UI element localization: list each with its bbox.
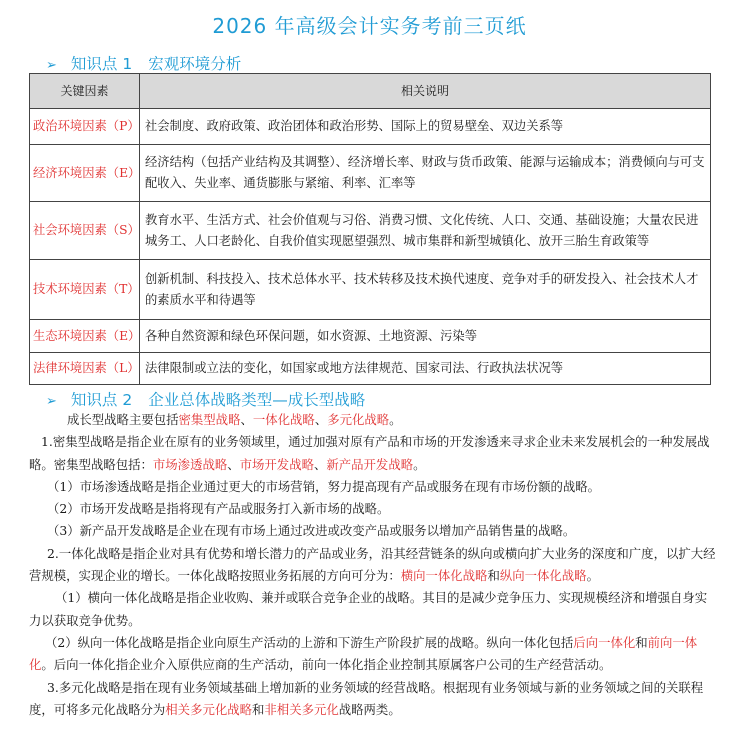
factor-cell: 法律环境因素（L） <box>30 353 140 385</box>
paragraph-vertical: （2）纵向一体化战略是指企业向原生产活动的上游和下游生产阶段扩展的战略。纵向一体化包括后向一体化和前向一体化。后向一体化指企业介入原供应商的生产活动，前向一体化指企业控制其原属客户公司的生产经营活动。 <box>29 634 698 673</box>
column-header-description: 相关说明 <box>140 74 711 109</box>
paragraph-integration: 2.一体化战略是指企业对具有优势和增长潜力的产品或业务，沿其经营链条的纵向或横向扩大业务的深度和广度，以扩大经营规模，实现企业的增长。一体化战略按照业务拓展的方向可分为：横向一体化战略和纵向一体化战略。 <box>29 545 716 584</box>
paragraph-intro: 成长型战略主要包括密集型战略、一体化战略、多元化战略。 <box>67 412 402 427</box>
factor-cell: 技术环境因素（T） <box>30 260 140 320</box>
paragraph-intensive: 1.密集型战略是指企业在原有的业务领域里，通过加强对原有产品和市场的开发渗透来寻求企业未来发展机会的一种发展战略。密集型战略包括：市场渗透战略、市场开发战略、新产品开发战略。 <box>29 434 710 472</box>
paragraph-diversification: 3.多元化战略是指在现有业务领域基础上增加新的业务领域的经营战略。根据现有业务领域与新的业务领域之间的关联程度，可将多元化战略分为相关多元化战略和非相关多元化战略两类。 <box>29 679 704 717</box>
macro-environment-table <box>29 73 711 385</box>
section-heading-2 <box>46 388 365 410</box>
highlight: 非相关多元化 <box>264 701 339 717</box>
table-row <box>30 260 711 320</box>
factor-cell: 社会环境因素（S） <box>30 202 140 260</box>
highlight: 一体化战略 <box>252 412 315 427</box>
paragraph-horizontal: （1）横向一体化战略是指企业收购、兼并或联合竞争企业的战略。其目的是减少竞争压力、实现规模经济和增强自身实力以获取竞争优势。 <box>29 590 708 628</box>
factor-cell: 政治环境因素（P） <box>30 109 140 145</box>
page-title: 2026 年高级会计实务考前三页纸 <box>212 14 527 38</box>
table-row <box>30 320 711 353</box>
section-name: 宏观环境分析 <box>148 55 242 73</box>
table-row <box>30 109 711 145</box>
table-row <box>30 202 711 260</box>
table-row <box>30 353 711 385</box>
description-cell: 经济结构（包括产业结构及其调整）、经济增长率、财政与货币政策、能源与运输成本；消费倾向与可支配收入、失业率、通货膨胀与紧缩、利率、汇率等 <box>140 145 711 202</box>
arrow-bullet-icon: ➢ <box>46 58 57 73</box>
factor-cell: 经济环境因素（E） <box>30 145 140 202</box>
highlight: 新产品开发战略 <box>326 456 414 472</box>
table-row <box>30 145 711 202</box>
factor-cell: 生态环境因素（E） <box>30 320 140 353</box>
highlight: 密集型战略 <box>178 412 241 427</box>
description-cell: 教育水平、生活方式、社会价值观与习俗、消费习惯、文化传统、人口、交通、基础设施；大量农民进城务工、人口老龄化、自我价值实现愿望强烈、城市集群和新型城镇化、放开三胎生育政策等 <box>140 202 711 260</box>
description-cell: 创新机制、科技投入、技术总体水平、技术转移及技术换代速度、竞争对手的研发投入、社会技术人才的素质水平和待遇等 <box>140 260 711 320</box>
section-heading-1 <box>46 52 241 74</box>
column-header-factor: 关键因素 <box>30 74 140 109</box>
highlight: 相关多元化战略 <box>165 701 253 717</box>
paragraph-market-development: （2）市场开发战略是指将现有产品或服务打入新市场的战略。 <box>47 501 390 517</box>
table-header-row <box>30 74 711 109</box>
growth-strategy-body <box>29 409 719 721</box>
highlight: 市场开发战略 <box>239 456 314 472</box>
section-number: 知识点 2 <box>70 391 133 409</box>
section-number: 知识点 1 <box>70 55 133 73</box>
arrow-bullet-icon: ➢ <box>46 394 57 409</box>
highlight: 纵向一体化战略 <box>499 568 587 584</box>
highlight: 横向一体化战略 <box>400 568 488 584</box>
description-cell: 法律限制或立法的变化，如国家或地方法律规范、国家司法、行政执法状况等 <box>140 353 711 385</box>
section-name: 企业总体战略类型—成长型战略 <box>148 391 366 409</box>
description-cell: 社会制度、政府政策、政治团体和政治形势、国际上的贸易壁垒、双边关系等 <box>140 109 711 145</box>
description-cell: 各种自然资源和绿色环保问题，如水资源、土地资源、污染等 <box>140 320 711 353</box>
highlight: 多元化战略 <box>327 412 390 427</box>
highlight: 市场渗透战略 <box>152 456 228 472</box>
paragraph-market-penetration: （1）市场渗透战略是指企业通过更大的市场营销，努力提高现有产品或服务在现有市场份额的战略。 <box>47 478 601 494</box>
paragraph-product-development: （3）新产品开发战略是企业在现有市场上通过改进或改变产品或服务以增加产品销售量的战略。 <box>47 523 576 539</box>
highlight: 后向一体化 <box>573 634 636 650</box>
highlight: 前向一体化 <box>29 634 698 673</box>
